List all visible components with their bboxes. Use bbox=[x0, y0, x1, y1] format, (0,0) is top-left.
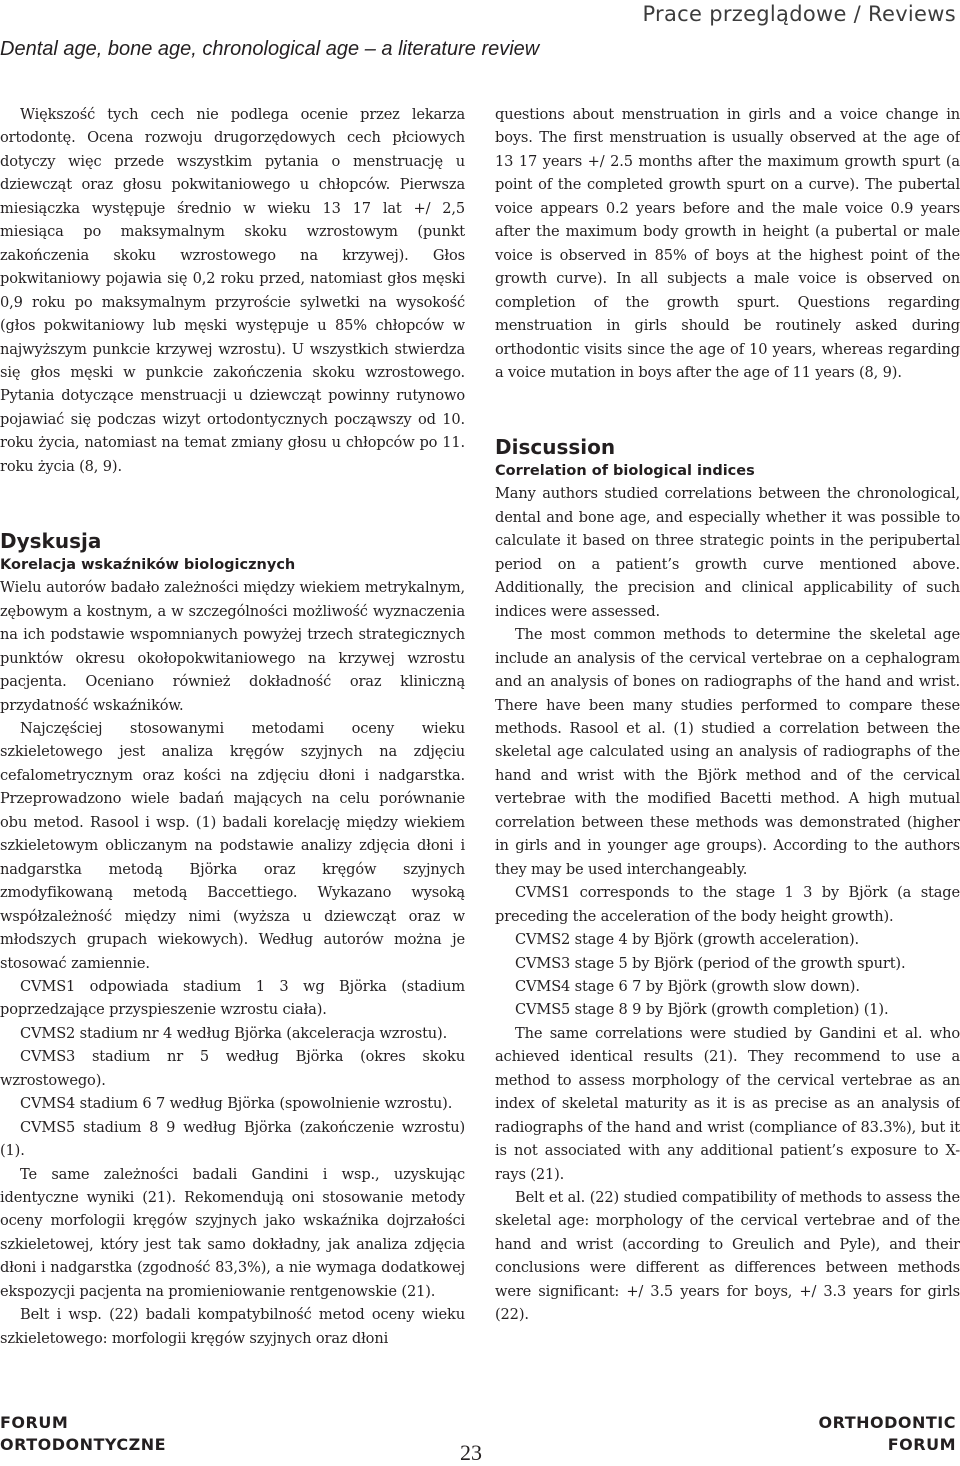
paragraph: CVMS2 stage 4 by Björk (growth acceleration). bbox=[515, 931, 860, 949]
running-article-title: Dental age, bone age, chronological age – a literature review bbox=[0, 38, 540, 60]
paragraph: questions about menstruation in girls and a voice change in boys. The first menstruation is usually observed at the age of 13 17 years +/ 2.5 months after the maximum growth spurt (a point of the completed growth spurt on a curve). The pubertal voice appears 0.2 years before and the male voice 0.9 years after the maximum body growth in height (a pubertal or male voice is observed in 85% of boys at the highest point of the growth curve). In all subjects a male voice is observed on completion of the growth spurt. Questions regarding menstruation in girls should be routinely asked during orthodontic visits since the age of 10 years, whereas regarding a voice mutation in boys after the age of 11 years (8, 9). bbox=[495, 106, 960, 381]
paragraph: The most common methods to determine the skeletal age include an analysis of the cervical vertebrae on a cephalogram and an analysis of bones on radiographs of the hand and wrist. There have been many studies performed to compare these methods. Rasool et al. (1) studied a correlation between the skeletal age calculated using an analysis of radiographs of the hand and wrist with the Björk method and of the cervical vertebrae with the modified Bacetti method. A high mutual correlation between these methods was demonstrated (higher in girls and in younger age groups). According to the authors they may be used interchangeably. bbox=[495, 626, 960, 878]
page-number: 23 bbox=[460, 1440, 482, 1465]
footer-line: ORTODONTYCZNE bbox=[0, 1435, 167, 1454]
footer-line: FORUM bbox=[0, 1413, 69, 1432]
section-title: Discussion bbox=[495, 435, 616, 460]
paragraph: Belt et al. (22) studied compatibility of methods to assess the skeletal age: morphology of the cervical vertebrae and of the hand and wrist (according to Greulich and Pyle), and their conclusions were different as differences between methods were significant: +/ 3.5 years for boys, +/ 3.3 years for girls (22). bbox=[495, 1189, 960, 1324]
polish-column bbox=[0, 103, 465, 1350]
footer-line: FORUM bbox=[887, 1435, 956, 1454]
paragraph: CVMS1 odpowiada stadium 1 3 wg Björka (stadium poprzedzające przyspieszenie wzrostu ciała). bbox=[0, 977, 465, 1019]
paragraph: CVMS5 stage 8 9 by Björk (growth completion) (1). bbox=[515, 1001, 889, 1019]
subsection-title: Correlation of biological indices bbox=[495, 463, 755, 480]
paragraph: Belt i wsp. (22) badali kompatybilność metod oceny wieku szkieletowego: morfologii kręgów szyjnych oraz dłoni bbox=[0, 1306, 465, 1347]
paragraph: CVMS2 stadium nr 4 według Björka (akceleracja wzrostu). bbox=[20, 1024, 448, 1042]
section-title: Dyskusja bbox=[0, 529, 102, 554]
footer-journal-name-en bbox=[819, 1412, 957, 1456]
paragraph: CVMS3 stage 5 by Björk (period of the growth spurt). bbox=[515, 954, 906, 972]
paragraph: The same correlations were studied by Gandini et al. who achieved identical results (21). They recommend to use a method to assess morphology of the cervical vertebrae as an index of skeletal maturity as it is as precise as an analysis of radiographs of the hand and wrist (compliance of 83.3%), but it is not associated with any additional patient’s exposure to X-rays (21). bbox=[495, 1024, 960, 1183]
english-column bbox=[495, 103, 960, 1327]
paragraph: Te same zależności badali Gandini i wsp., uzyskując identyczne wyniki (21). Rekomendują oni stosowanie metody oceny morfologii kręgów szyjnych jako wskaźnika dojrzałości szkieletowej, który jest tak samo dokładny, jak analiza zdjęcia dłoni i nadgarstka (zgodność 83,3%), a nie wymaga dodatkowej ekspozycji pacjenta na promieniowanie rentgenowskie (21). bbox=[0, 1165, 465, 1300]
paragraph: CVMS1 corresponds to the stage 1 3 by Björk (a stage preceding the acceleration of the body height growth). bbox=[495, 884, 960, 925]
footer-journal-name-pl bbox=[0, 1412, 166, 1456]
paragraph: CVMS3 stadium nr 5 według Björka (okres skoku wzrostowego). bbox=[0, 1048, 465, 1089]
subsection-title: Korelacja wskaźników biologicznych bbox=[0, 557, 296, 574]
paragraph: Many authors studied correlations between the chronological, dental and bone age, and especially whether it was possible to calculate it based on three strategic points in the peripubertal period on a patient’s growth curve mentioned above. Additionally, the precision and clinical applicability of such indices were assessed. bbox=[495, 485, 960, 620]
paragraph: CVMS4 stage 6 7 by Björk (growth slow down). bbox=[515, 977, 860, 995]
journal-section-label: Prace przeglądowe / Reviews bbox=[642, 2, 956, 26]
paragraph: Większość tych cech nie podlega ocenie przez lekarza ortodontę. Ocena rozwoju drugorzędowych cech płciowych dotyczy więc przede wszystkim pytania o menstruację u dziewcząt oraz głosu pokwitaniowego u chłopców. Pierwsza miesiączka występuje średnio w wieku 13 17 lat +/ 2,5 miesiąca po maksymalnym skoku wzrostowym (punkt zakończenia skoku wzrostowego na krzywej). Głos pokwitaniowy pojawia się 0,2 roku przed, natomiast głos męski 0,9 roku po maksymalnym przyroście sylwetki na wysokość (głos pokwitaniowy lub męski występuje u 85% chłopców w najwyższym punkcie krzywej wzrostu). U wszystkich stwierdza się głos męski w punkcie zakończenia skoku wzrostowego. Pytania dotyczące menstruacji u dziewcząt powinny rutynowo pojawiać się podczas wizyt ortodontycznych począwszy od 10. roku życia, natomiast na temat zmiany głosu u chłopców po 11. roku życia (8, 9). bbox=[0, 106, 465, 475]
paragraph: CVMS5 stadium 8 9 według Björka (zakończenie wzrostu) (1). bbox=[0, 1118, 465, 1160]
paragraph: Wielu autorów badało zależności między wiekiem metrykalnym, zębowym a kostnym, a w szczególności możliwość wyznaczenia na ich podstawie wspomnianych powyżej trzech strategicznych punktów okresu okołopokwitaniowego na krzywej wzrostu pacjenta. Oceniano również dokładność oraz kliniczną przydatność wskaźników. bbox=[0, 579, 465, 714]
footer-line: ORTHODONTIC bbox=[818, 1413, 956, 1432]
paragraph: CVMS4 stadium 6 7 według Björka (spowolnienie wzrostu). bbox=[20, 1095, 453, 1113]
paragraph: Najczęściej stosowanymi metodami oceny wieku szkieletowego jest analiza kręgów szyjnych na zdjęciu cefalometrycznym oraz kości na zdjęciu dłoni i nadgarstka. Przeprowadzono wiele badań mających na celu porównanie obu metod. Rasool i wsp. (1) badali korelację między wiekiem szkieletowym obliczanym na podstawie analizy zdjęcia dłoni i nadgarstka metodą Björka oraz kręgów szyjnych zmodyfikowaną metodą Baccettiego. Wykazano wysoką współzależność między nimi (wyższa u dziewcząt oraz w młodszych grupach wiekowych). Według autorów można je stosować zamiennie. bbox=[0, 719, 465, 972]
